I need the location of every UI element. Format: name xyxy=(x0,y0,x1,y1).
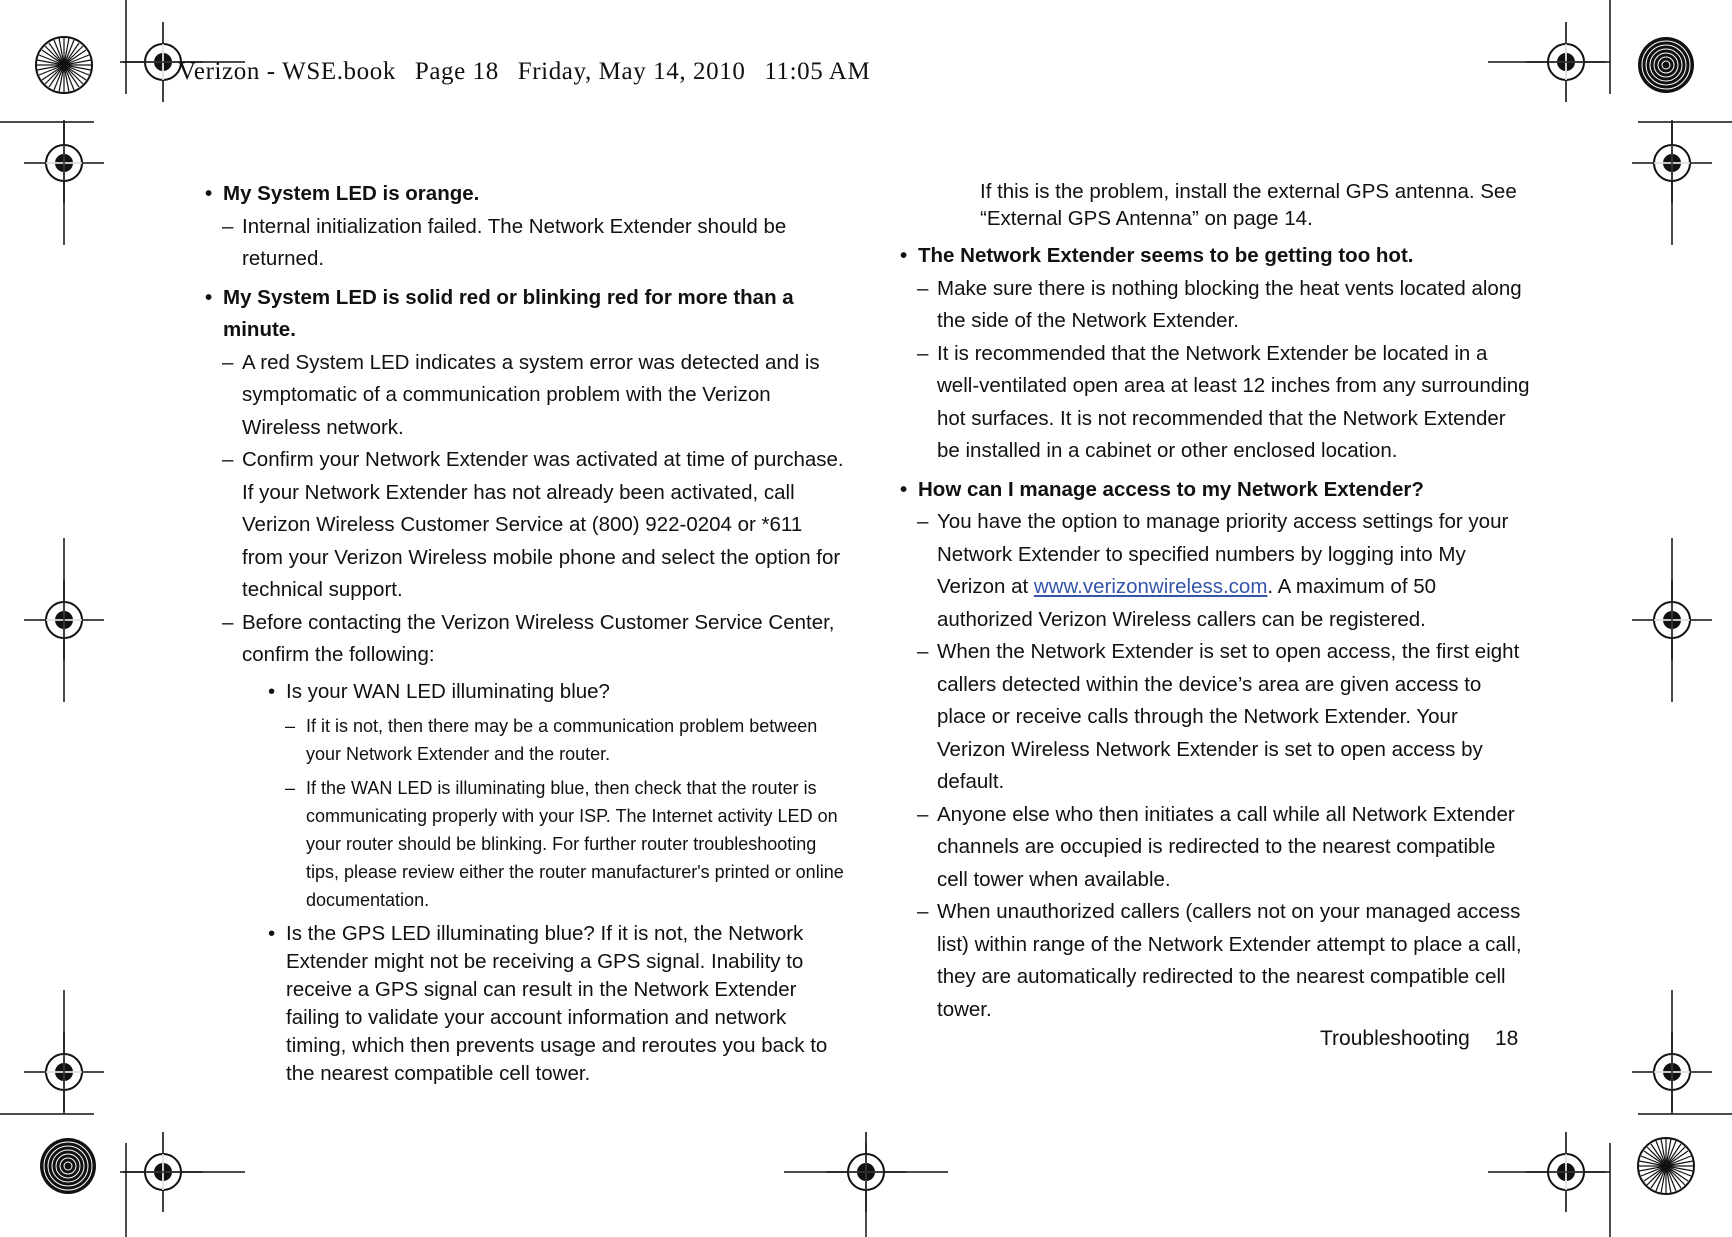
answer-item: – Before contacting the Verizon Wireless Customer Service Center, confirm the following: xyxy=(205,607,845,672)
footer-section-title: Troubleshooting xyxy=(1320,1027,1470,1050)
answer-item: – Confirm your Network Extender was activated at time of purchase. If your Network Extender has not already been activated, call Verizon Wireless Customer Service at (800) 922-0204 or *611 from your Verizon Wireless mobile phone and select the option for technical support. xyxy=(205,444,845,607)
answer-item: – Anyone else who then initiates a call while all Network Extender channels are occupied is redirected to the nearest compatible cell tower when available. xyxy=(900,799,1530,897)
left-column xyxy=(205,178,845,1088)
book-page: Page 18 xyxy=(414,58,499,85)
footer-page-number: 18 xyxy=(1495,1027,1519,1050)
starburst-mark-top-left xyxy=(36,37,92,93)
answer-text: You have the option to manage priority access settings for your Network Extender to specified numbers by logging into My Verizon at xyxy=(937,510,1509,598)
continuation-text: If this is the problem, install the external GPS antenna. See “External GPS Antenna” on page 14. xyxy=(980,180,1517,230)
checklist-item-wan-led: • Is your WAN LED illuminating blue? xyxy=(205,678,845,706)
answer-item: – When unauthorized callers (callers not on your managed access list) within range of the Network Extender attempt to place a call, they are automatically redirected to the nearest compatible cell tower. xyxy=(900,896,1530,1026)
answer-item: – It is recommended that the Network Extender be located in a well-ventilated open area at least 12 inches from any surrounding hot surfaces. It is not recommended that the Network Extender be installed in a cabinet or other enclosed location. xyxy=(900,338,1530,468)
question-orange-led: • My System LED is orange. xyxy=(205,178,845,211)
checklist-detail: – If the WAN LED is illuminating blue, then check that the router is communicating properly with your ISP. The Internet activity LED on your router should be blinking. For further router troubleshooting tips, please review either the router manufacturer's printed or online documentation. xyxy=(205,774,845,914)
question-manage-access: • How can I manage access to my Network Extender? xyxy=(900,474,1530,507)
rings-mark-bottom-left xyxy=(40,1138,96,1194)
answer-item: – A red System LED indicates a system error was detected and is symptomatic of a communication problem with the Verizon Wireless network. xyxy=(205,347,845,445)
book-filename: Verizon - WSE.book xyxy=(178,58,396,85)
checklist-detail: – If it is not, then there may be a communication problem between your Network Extender and the router. xyxy=(205,712,845,768)
answer-item: – When the Network Extender is set to open access, the first eight callers detected within the device’s area are given access to place or receive calls through the Network Extender. Your Verizon Wireless Network Extender is set to open access by default. xyxy=(900,636,1530,799)
rings-mark-top-right xyxy=(1638,37,1694,93)
print-time: 11:05 AM xyxy=(764,58,871,85)
print-date: Friday, May 14, 2010 xyxy=(517,58,746,85)
answer-item: – Make sure there is nothing blocking the heat vents located along the side of the Network Extender. xyxy=(900,273,1530,338)
answer-item xyxy=(900,506,1530,636)
right-column xyxy=(900,178,1530,1026)
print-slug-header xyxy=(178,58,882,86)
answer-item: – Internal initialization failed. The Network Extender should be returned. xyxy=(205,211,845,276)
verizon-wireless-link[interactable]: www.verizonwireless.com xyxy=(1033,575,1268,598)
starburst-mark-bottom-right xyxy=(1638,1138,1694,1194)
answer-text: . A maximum of 50 authorized Verizon Wireless callers can be registered. xyxy=(937,575,1437,631)
question-too-hot: • The Network Extender seems to be getting too hot. xyxy=(900,240,1530,273)
question-red-led: • My System LED is solid red or blinking red for more than a minute. xyxy=(205,282,845,347)
checklist-item-gps-led: • Is the GPS LED illuminating blue? If it is not, the Network Extender might not be receiving a GPS signal. Inability to receive a GPS signal can result in the Network Extender failing to validate your account information and network timing, which then prevents usage and reroutes you back to the nearest compatible cell tower. xyxy=(205,920,845,1088)
